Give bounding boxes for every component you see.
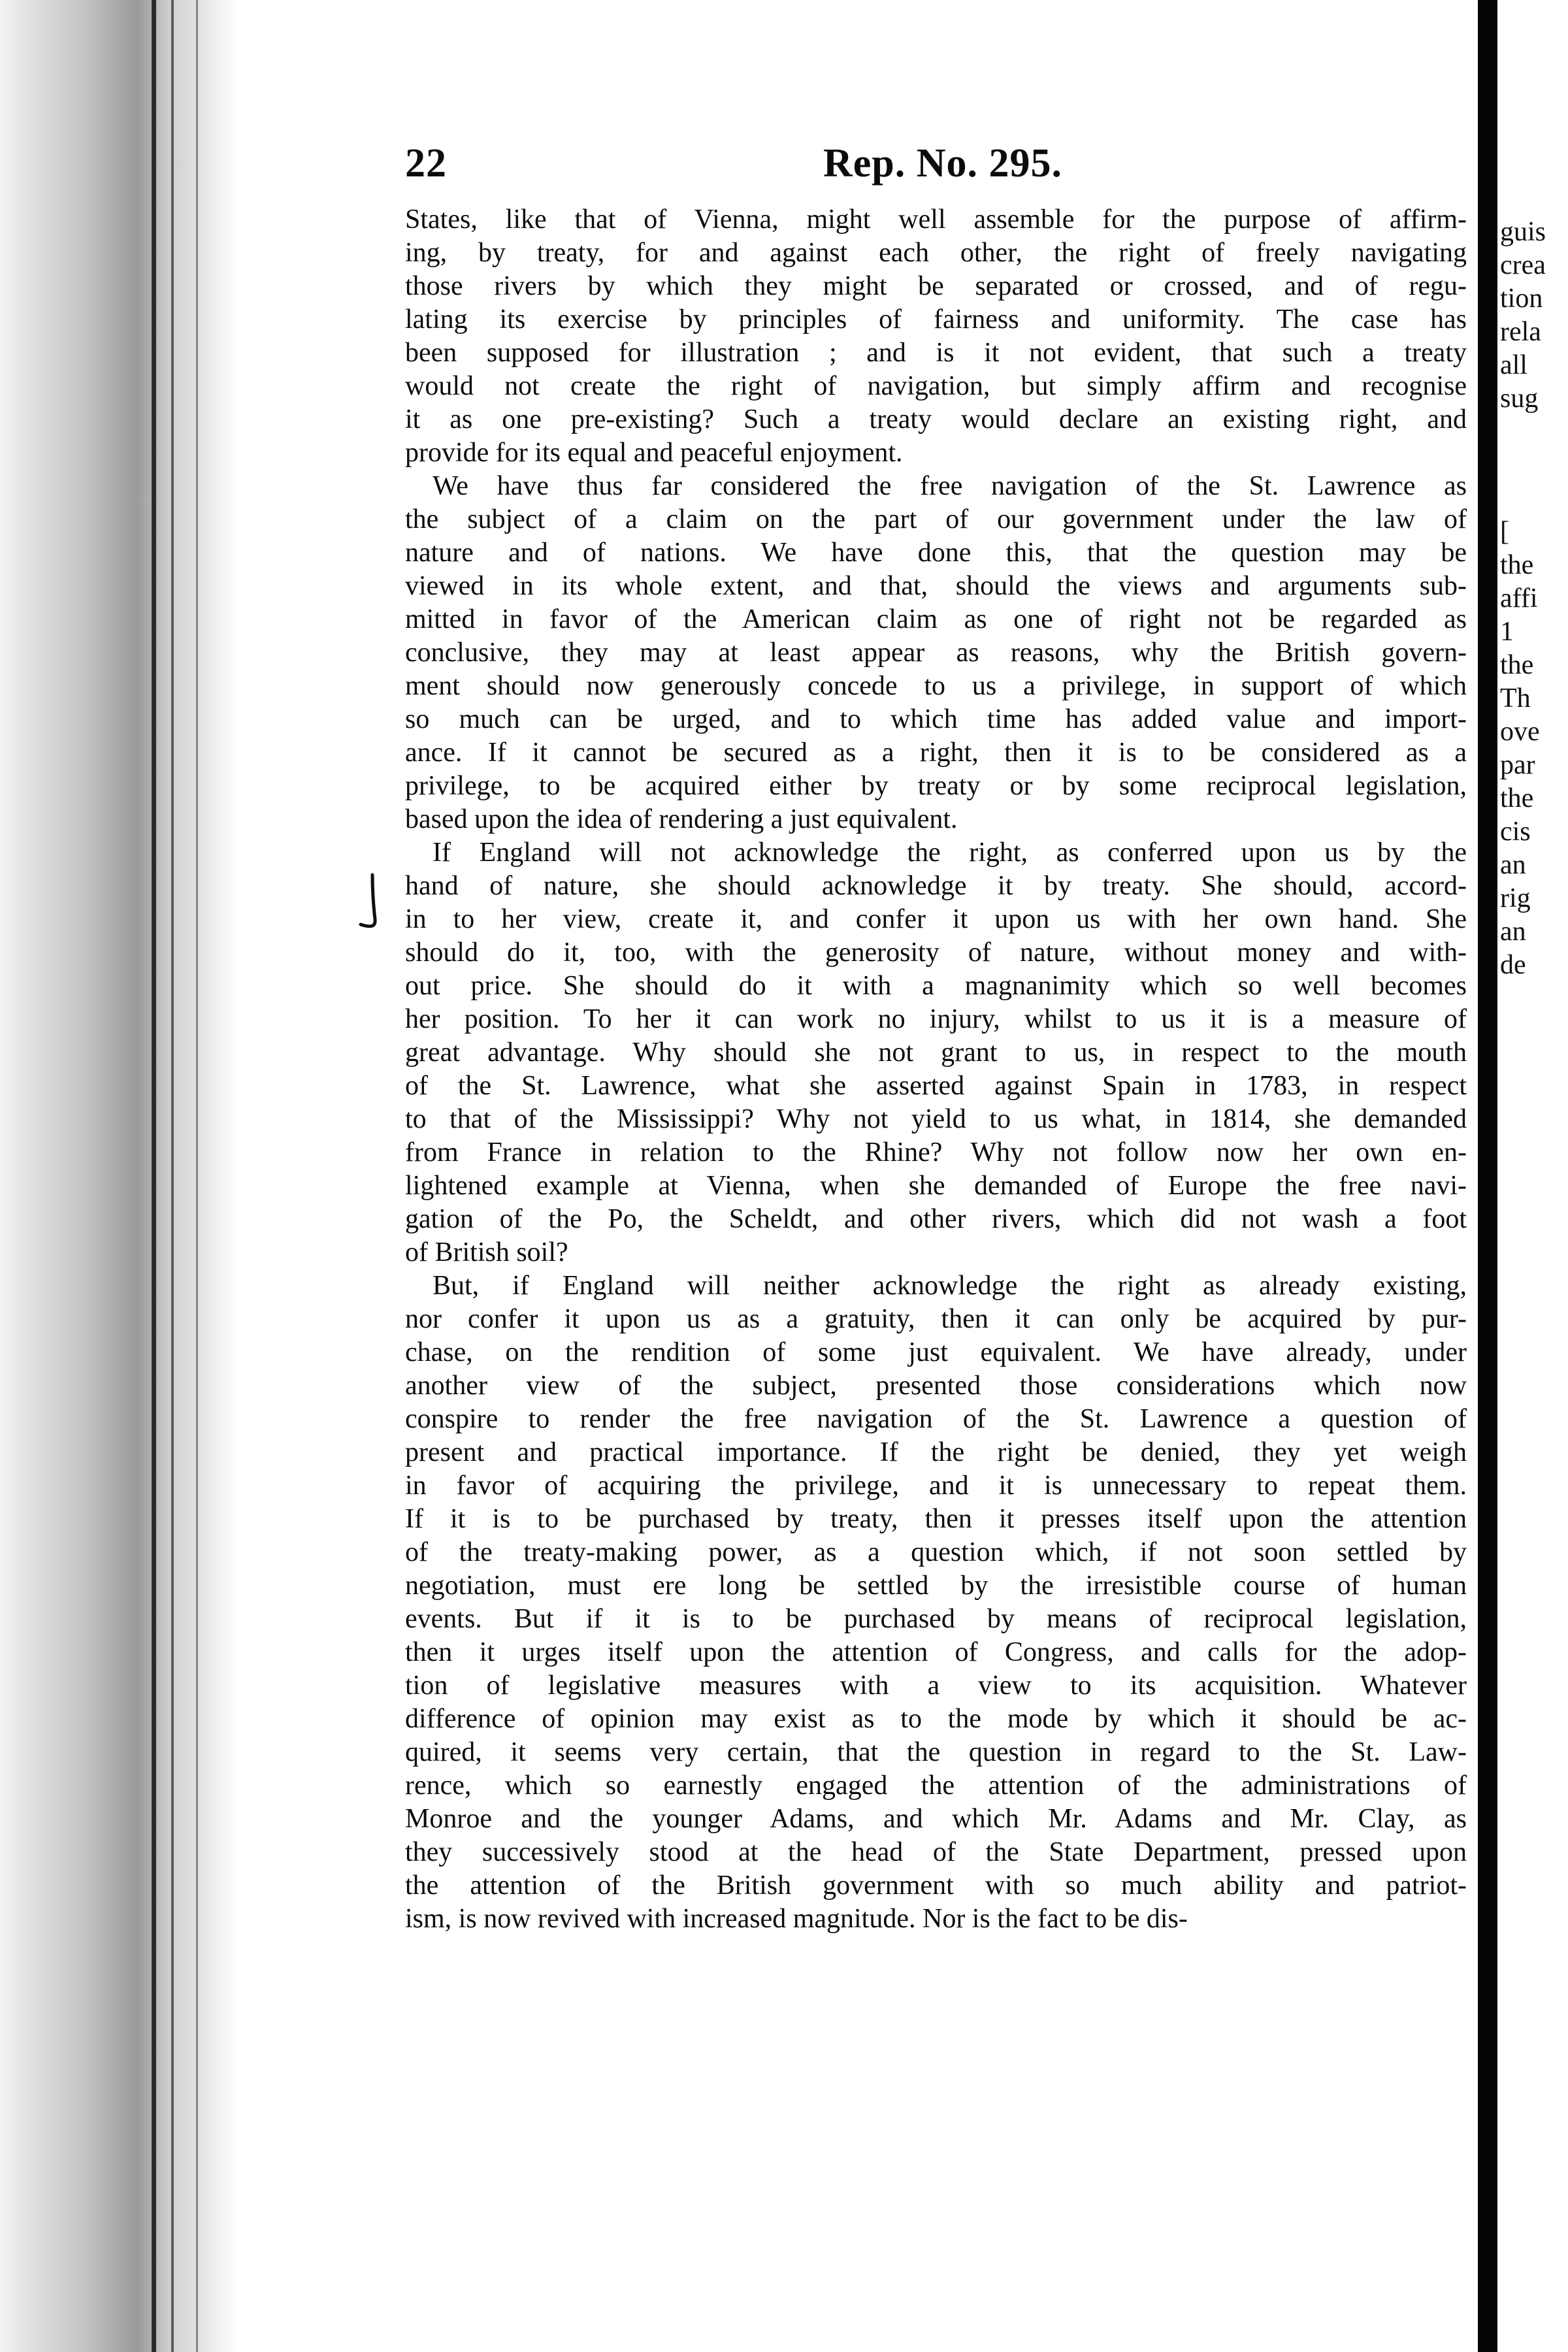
- text-line: it as one pre-existing? Such a treaty would declare an existing right, and: [405, 404, 1467, 434]
- text-line: ing, by treaty, for and against each other, the right of freely navigating: [405, 238, 1467, 268]
- text-line: States, like that of Vienna, might well assemble for the purpose of affirm-: [405, 204, 1467, 235]
- text-line: then it urges itself upon the attention of Congress, and calls for the adop-: [405, 1637, 1467, 1667]
- facing-page-fragment: de: [1500, 950, 1526, 980]
- facing-page-fragment: the: [1500, 783, 1534, 813]
- text-line: the subject of a claim on the part of our government under the law of: [405, 504, 1467, 534]
- text-line: hand of nature, she should acknowledge it by treaty. She should, accord-: [405, 871, 1467, 901]
- text-line: to that of the Mississippi? Why not yield to us what, in 1814, she demanded: [405, 1104, 1467, 1134]
- text-line: in to her view, create it, and confer it upon us with her own hand. She: [405, 904, 1467, 934]
- paragraph: [405, 203, 1467, 470]
- facing-page-fragment: tion: [1500, 284, 1543, 314]
- facing-page-fragment: [: [1500, 517, 1509, 547]
- text-line: conclusive, they may at least appear as reasons, why the British govern-: [405, 638, 1467, 668]
- facing-page-fragment: an: [1500, 850, 1526, 880]
- text-line: great advantage. Why should she not grant to us, in respect to the mouth: [405, 1037, 1467, 1068]
- text-line: quired, it seems very certain, that the question in regard to the St. Law-: [405, 1737, 1467, 1767]
- text-line: present and practical importance. If the right be denied, they yet weigh: [405, 1437, 1467, 1467]
- facing-page-edge: [1497, 0, 1568, 2352]
- facing-page-fragment: Th: [1500, 683, 1531, 713]
- paragraph: [405, 470, 1467, 836]
- text-line: of British soil?: [405, 1237, 568, 1267]
- page-number: 22: [405, 141, 447, 186]
- text-line: ance. If it cannot be secured as a right, then it is to be considered as a: [405, 738, 1467, 768]
- text-line: rence, which so earnestly engaged the attention of the administrations of: [405, 1771, 1467, 1801]
- text-line: gation of the Po, the Scheldt, and other rivers, which did not wash a foot: [405, 1204, 1467, 1234]
- text-line: from France in relation to the Rhine? Why not follow now her own en-: [405, 1137, 1467, 1168]
- text-line: tion of legislative measures with a view to its acquisition. Whatever: [405, 1671, 1467, 1701]
- text-line: lating its exercise by principles of fairness and uniformity. The case has: [405, 304, 1467, 335]
- facing-page-fragment: par: [1500, 750, 1535, 780]
- text-line: viewed in its whole extent, and that, should the views and arguments sub-: [405, 571, 1467, 601]
- text-line: the attention of the British government with so much ability and patriot-: [405, 1870, 1467, 1901]
- page-content: [405, 140, 1467, 1936]
- text-line: difference of opinion may exist as to the mode by which it should be ac-: [405, 1704, 1467, 1734]
- text-line: those rivers by which they might be separated or crossed, and of regu-: [405, 271, 1467, 301]
- text-line: But, if England will neither acknowledge the right as already existing,: [433, 1271, 1467, 1301]
- book-spine-shadow: [0, 0, 238, 2352]
- body-text: [405, 203, 1467, 1936]
- text-line: mitted in favor of the American claim as one of right not be regarded as: [405, 604, 1467, 634]
- text-line: nature and of nations. We have done this, that the question may be: [405, 538, 1467, 568]
- text-line: negotiation, must ere long be settled by the irresistible course of human: [405, 1571, 1467, 1601]
- paragraph: [405, 1269, 1467, 1936]
- facing-page-fragment: affi: [1500, 583, 1538, 613]
- facing-page-gutter: [1478, 0, 1497, 2352]
- paragraph: [405, 836, 1467, 1269]
- facing-page-fragment: an: [1500, 917, 1526, 947]
- text-line: ism, is now revived with increased magnitude. Nor is the fact to be dis-: [405, 1904, 1188, 1934]
- binding-edge-line: [196, 0, 198, 2352]
- text-line: events. But if it is to be purchased by means of reciprocal legislation,: [405, 1604, 1467, 1634]
- text-line: privilege, to be acquired either by treaty or by some reciprocal legislation,: [405, 771, 1467, 801]
- text-line: Monroe and the younger Adams, and which Mr. Adams and Mr. Clay, as: [405, 1804, 1467, 1834]
- text-line: out price. She should do it with a magnanimity which so well becomes: [405, 971, 1467, 1001]
- binding-edge-line: [171, 0, 174, 2352]
- facing-page-fragment: all: [1500, 350, 1527, 380]
- facing-page-fragment: guis: [1500, 217, 1546, 247]
- text-line: in favor of acquiring the privilege, and it is unnecessary to repeat them.: [405, 1471, 1467, 1501]
- text-line: based upon the idea of rendering a just equivalent.: [405, 804, 958, 834]
- pencil-check-mark: [353, 872, 385, 931]
- facing-page-fragment: rig: [1500, 883, 1531, 913]
- facing-page-fragment: cis: [1500, 817, 1531, 847]
- text-line: If it is to be purchased by treaty, then it presses itself upon the attention: [405, 1504, 1467, 1534]
- text-line: of the treaty-making power, as a question which, if not soon settled by: [405, 1537, 1467, 1567]
- text-line: of the St. Lawrence, what she asserted against Spain in 1783, in respect: [405, 1071, 1467, 1101]
- text-line: should do it, too, with the generosity of nature, without money and with-: [405, 938, 1467, 968]
- facing-page-fragment: [1497, 449, 1546, 482]
- text-line: another view of the subject, presented those considerations which now: [405, 1371, 1467, 1401]
- binding-edge-line: [152, 0, 156, 2352]
- facing-page-fragment: crea: [1500, 250, 1546, 280]
- facing-page-fragment: 1: [1500, 617, 1514, 647]
- facing-page-fragment: [1497, 482, 1546, 515]
- facing-page-fragment: rela: [1500, 317, 1541, 347]
- facing-page-fragment: ove: [1500, 717, 1540, 747]
- facing-page-fragment: [1497, 416, 1546, 449]
- text-line: so much can be urged, and to which time has added value and import-: [405, 704, 1467, 734]
- running-head: Rep. No. 295.: [823, 141, 1063, 186]
- text-line: been supposed for illustration ; and is it not evident, that such a treaty: [405, 338, 1467, 368]
- text-line: nor confer it upon us as a gratuity, then it can only be acquired by pur-: [405, 1304, 1467, 1334]
- facing-page-fragments: [1497, 216, 1546, 982]
- text-line: they successively stood at the head of the State Department, pressed upon: [405, 1837, 1467, 1867]
- text-line: provide for its equal and peaceful enjoyment.: [405, 438, 903, 468]
- text-line: ment should now generously concede to us a privilege, in support of which: [405, 671, 1467, 701]
- text-line: lightened example at Vienna, when she demanded of Europe the free navi-: [405, 1171, 1467, 1201]
- text-line: chase, on the rendition of some just equivalent. We have already, under: [405, 1337, 1467, 1367]
- text-line: If England will not acknowledge the right, as conferred upon us by the: [433, 838, 1467, 868]
- text-line: We have thus far considered the free navigation of the St. Lawrence as: [433, 471, 1467, 501]
- facing-page-fragment: the: [1500, 650, 1534, 680]
- page-header: [405, 140, 1467, 201]
- facing-page-fragment: the: [1500, 550, 1534, 580]
- text-line: would not create the right of navigation, but simply affirm and recognise: [405, 371, 1467, 401]
- text-line: her position. To her it can work no injury, whilst to us it is a measure of: [405, 1004, 1467, 1034]
- text-line: conspire to render the free navigation of the St. Lawrence a question of: [405, 1404, 1467, 1434]
- facing-page-fragment: sug: [1500, 384, 1539, 414]
